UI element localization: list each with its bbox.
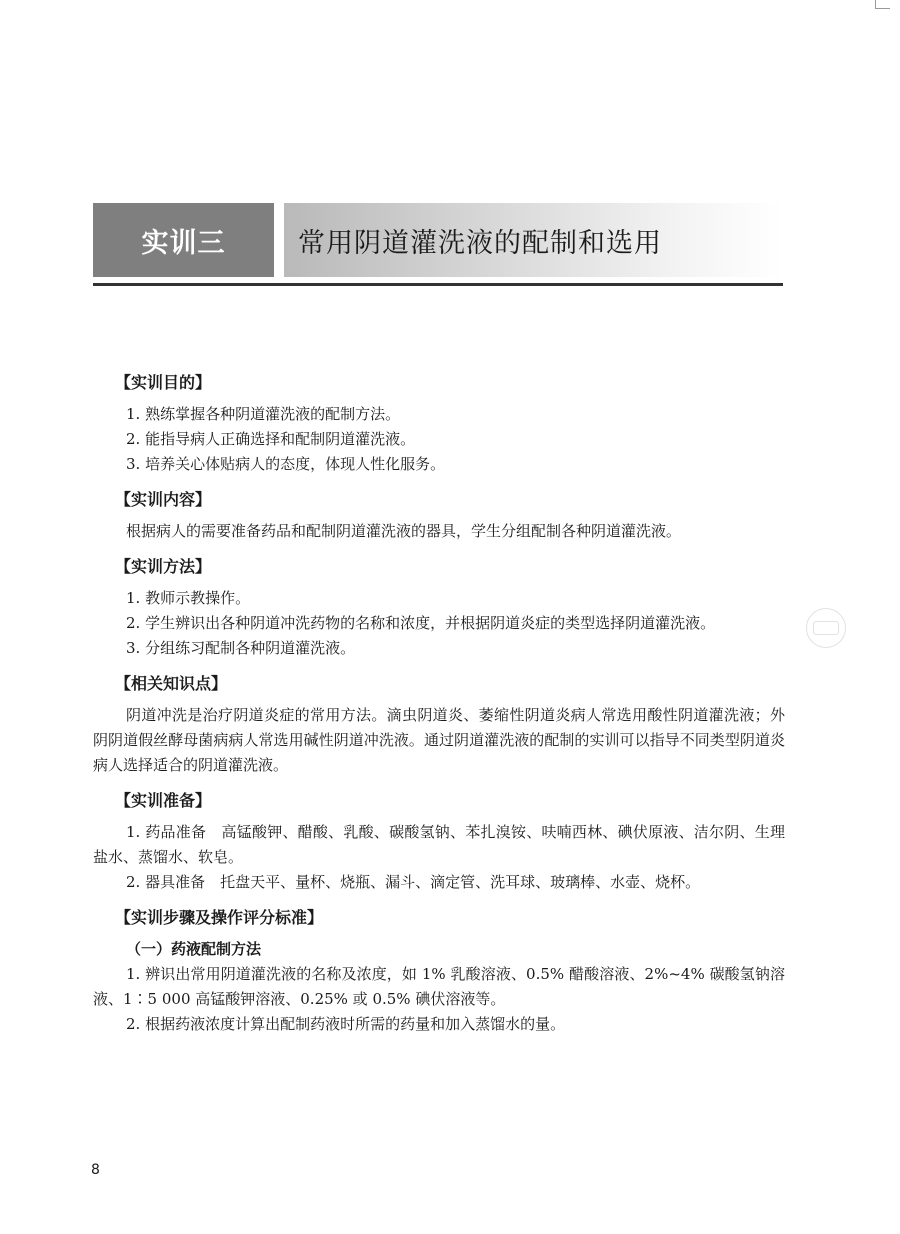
section-heading-steps: 【实训步骤及操作评分标准】	[115, 908, 324, 927]
purpose-item-1: 1. 熟练掌握各种阴道灌洗液的配制方法。	[126, 405, 401, 423]
chapter-title: 常用阴道灌洗液的配制和选用	[298, 227, 662, 259]
crop-mark	[875, 0, 890, 9]
banner-underline	[93, 283, 783, 286]
section-heading-purpose: 【实训目的】	[115, 373, 212, 392]
page-number: 8	[91, 1162, 100, 1178]
chapter-banner	[93, 203, 783, 277]
section-heading-method: 【实训方法】	[115, 557, 212, 576]
page-content	[93, 370, 785, 1037]
preparation-item-2: 2. 器具准备 托盘天平、量杯、烧瓶、漏斗、滴定管、洗耳球、玻璃棒、水壶、烧杯。	[126, 873, 701, 891]
chapter-label-box	[93, 203, 274, 277]
purpose-item-3: 3. 培养关心体贴病人的态度，体现人性化服务。	[126, 455, 446, 473]
steps-item-1: 1. 辨识出常用阴道灌洗液的名称及浓度，如 1% 乳酸溶液、0.5% 醋酸溶液、2%~4% 碳酸氢钠溶液、1∶5 000 高锰酸钾溶液、0.25% 或 0.5% 碘伏溶液等。	[93, 965, 785, 1008]
steps-item-2: 2. 根据药液浓度计算出配制药液时所需的药量和加入蒸馏水的量。	[126, 1015, 566, 1033]
preparation-item-1: 1. 药品准备 高锰酸钾、醋酸、乳酸、碳酸氢钠、苯扎溴铵、呋喃西林、碘伏原液、洁尔阴、生理盐水、蒸馏水、软皂。	[93, 823, 785, 866]
section-heading-preparation: 【实训准备】	[115, 791, 212, 810]
chapter-label: 实训三	[141, 227, 226, 259]
content-text: 根据病人的需要准备药品和配制阴道灌洗液的器具，学生分组配制各种阴道灌洗液。	[126, 522, 682, 540]
steps-subheading: （一）药液配制方法	[126, 940, 262, 958]
purpose-item-2: 2. 能指导病人正确选择和配制阴道灌洗液。	[126, 430, 416, 448]
method-item-1: 1. 教师示教操作。	[126, 589, 251, 607]
chapter-title-box	[284, 203, 783, 277]
knowledge-text: 阴道冲洗是治疗阴道炎症的常用方法。滴虫阴道炎、萎缩性阴道炎病人常选用酸性阴道灌洗液；外阴阴道假丝酵母菌病病人常选用碱性阴道冲洗液。通过阴道灌洗液的配制的实训可以指导不同类型阴道炎病人选择适合的阴道灌洗液。	[93, 706, 785, 774]
section-heading-knowledge: 【相关知识点】	[115, 674, 228, 693]
method-item-2: 2. 学生辨识出各种阴道冲洗药物的名称和浓度，并根据阴道炎症的类型选择阴道灌洗液。	[126, 614, 716, 632]
section-heading-content: 【实训内容】	[115, 490, 212, 509]
margin-watermark	[806, 608, 846, 648]
method-item-3: 3. 分组练习配制各种阴道灌洗液。	[126, 639, 356, 657]
